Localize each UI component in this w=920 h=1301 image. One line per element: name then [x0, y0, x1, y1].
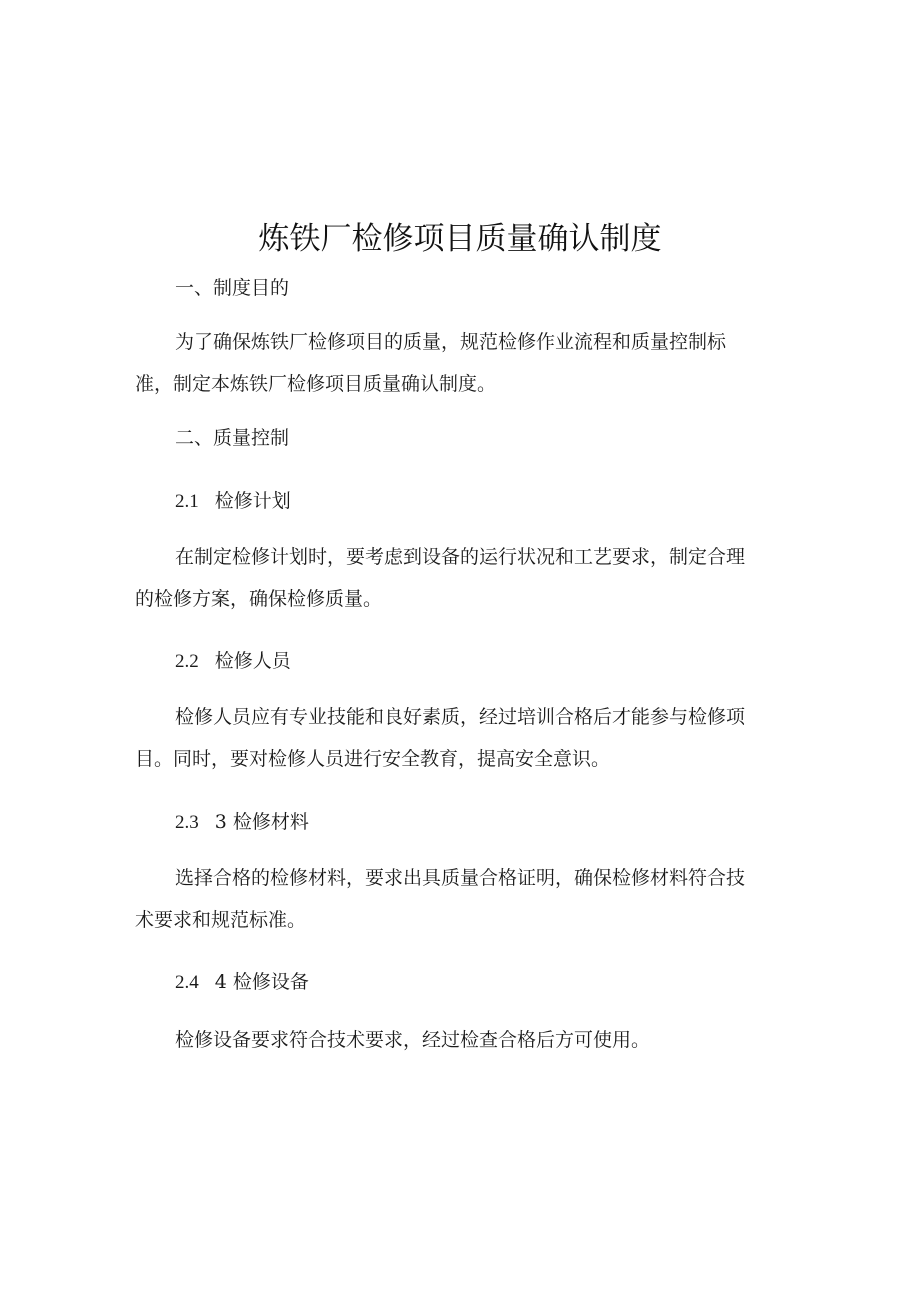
document-title: 炼铁厂检修项目质量确认制度	[258, 221, 662, 257]
materials-paragraph-line-2: 术要求和规范标准。	[135, 909, 307, 931]
subsection-number: 2.2	[175, 651, 199, 672]
subsection-title: 4 检修设备	[214, 971, 309, 993]
subsection-title: 3 检修材料	[214, 811, 309, 833]
purpose-paragraph-line-1: 为了确保炼铁厂检修项目的质量，规范检修作业流程和质量控制标	[175, 331, 727, 353]
subsection-number: 2.3	[175, 812, 199, 833]
subsection-heading-2-2	[175, 647, 291, 676]
subsection-heading-2-1	[175, 487, 291, 516]
section-heading-purpose: 一、制度目的	[175, 277, 290, 299]
subsection-title: 检修计划	[214, 490, 291, 512]
subsection-heading-2-3	[175, 808, 309, 837]
materials-paragraph-line-1: 选择合格的检修材料，要求出具质量合格证明，确保检修材料符合技	[175, 867, 746, 889]
subsection-title: 检修人员	[214, 650, 291, 672]
subsection-number: 2.1	[175, 491, 199, 512]
personnel-paragraph-line-2: 目。同时，要对检修人员进行安全教育，提高安全意识。	[135, 748, 611, 770]
subsection-number: 2.4	[175, 972, 199, 993]
plan-paragraph-line-1: 在制定检修计划时，要考虑到设备的运行状况和工艺要求，制定合理	[175, 546, 746, 568]
purpose-paragraph-line-2: 准，制定本炼铁厂检修项目质量确认制度。	[135, 373, 497, 395]
equipment-paragraph-line-1: 检修设备要求符合技术要求，经过检查合格后方可使用。	[175, 1029, 651, 1051]
personnel-paragraph-line-1: 检修人员应有专业技能和良好素质，经过培训合格后才能参与检修项	[175, 706, 746, 728]
plan-paragraph-line-2: 的检修方案，确保检修质量。	[135, 588, 383, 610]
subsection-heading-2-4	[175, 968, 309, 997]
section-heading-quality-control: 二、质量控制	[175, 427, 290, 449]
